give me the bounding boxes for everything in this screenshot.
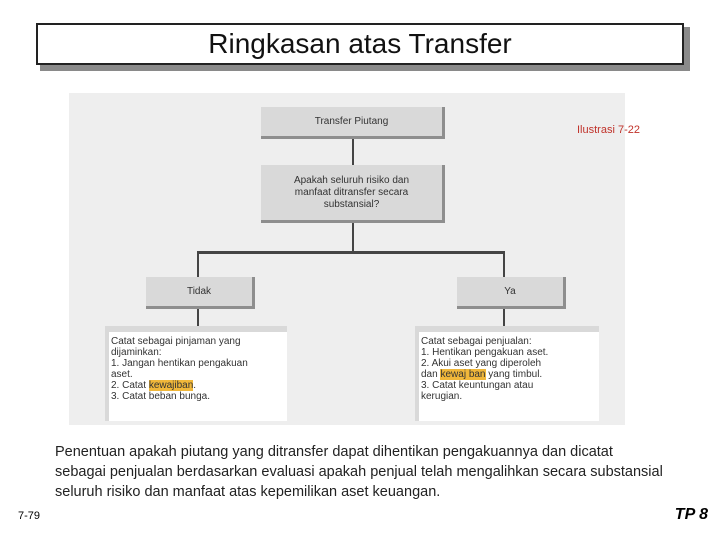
box-side	[415, 326, 419, 421]
yes-outcome-item: 3. Catat keuntungan atau kerugian.	[421, 380, 534, 402]
no-outcome-item: 2. Catat kewajiban.	[111, 380, 197, 391]
yes-outcome-list	[421, 347, 593, 402]
no-box: Tidak	[146, 277, 255, 309]
connector-line	[197, 308, 199, 326]
connector-line	[503, 251, 505, 277]
flowchart-figure	[69, 93, 625, 425]
no-outcome-item: 1. Jangan hentikan pengakuan aset.	[111, 358, 248, 380]
no-outcome-box	[105, 326, 287, 421]
highlighted-term: kewajiban	[148, 380, 194, 391]
highlighted-term: kewaj ban	[440, 369, 486, 380]
transfer-piutang-box: Transfer Piutang	[261, 107, 445, 139]
connector-line	[197, 251, 199, 277]
slide-title: Ringkasan atas Transfer	[208, 28, 512, 59]
no-outcome-list	[111, 358, 281, 402]
no-outcome-item: 3. Catat beban bunga.	[111, 391, 210, 402]
slide-number: 7-79	[18, 510, 41, 522]
question-box: Apakah seluruh risiko dan manfaat ditransfer secara substansial?	[261, 165, 445, 223]
yes-outcome-heading: Catat sebagai penjualan:	[421, 336, 532, 347]
box-side	[105, 326, 109, 421]
no-outcome-heading: Catat sebagai pinjaman yang dijaminkan:	[111, 336, 241, 358]
yes-outcome-box	[415, 326, 599, 421]
illustration-label: Ilustrasi 7-22	[577, 124, 640, 136]
connector-line	[352, 221, 354, 253]
connector-line	[197, 251, 505, 254]
connector-line	[503, 308, 505, 326]
tp-label: TP 8	[674, 506, 708, 523]
yes-outcome-item: 2. Akui aset yang diperoleh dan kewaj ban yang timbul.	[421, 358, 543, 380]
yes-outcome-item: 1. Hentikan pengakuan aset.	[421, 347, 549, 358]
connector-line	[352, 137, 354, 165]
caption-text: Penentuan apakah piutang yang ditransfer dapat dihentikan pengakuannya dan dicatat sebagai penjualan berdasarkan evaluasi apakah penjual telah mengalihkan secara substansial seluruh risiko dan manfaat atas kepemilikan aset keuangan.	[55, 444, 663, 500]
yes-box: Ya	[457, 277, 566, 309]
title-bar	[36, 23, 684, 65]
